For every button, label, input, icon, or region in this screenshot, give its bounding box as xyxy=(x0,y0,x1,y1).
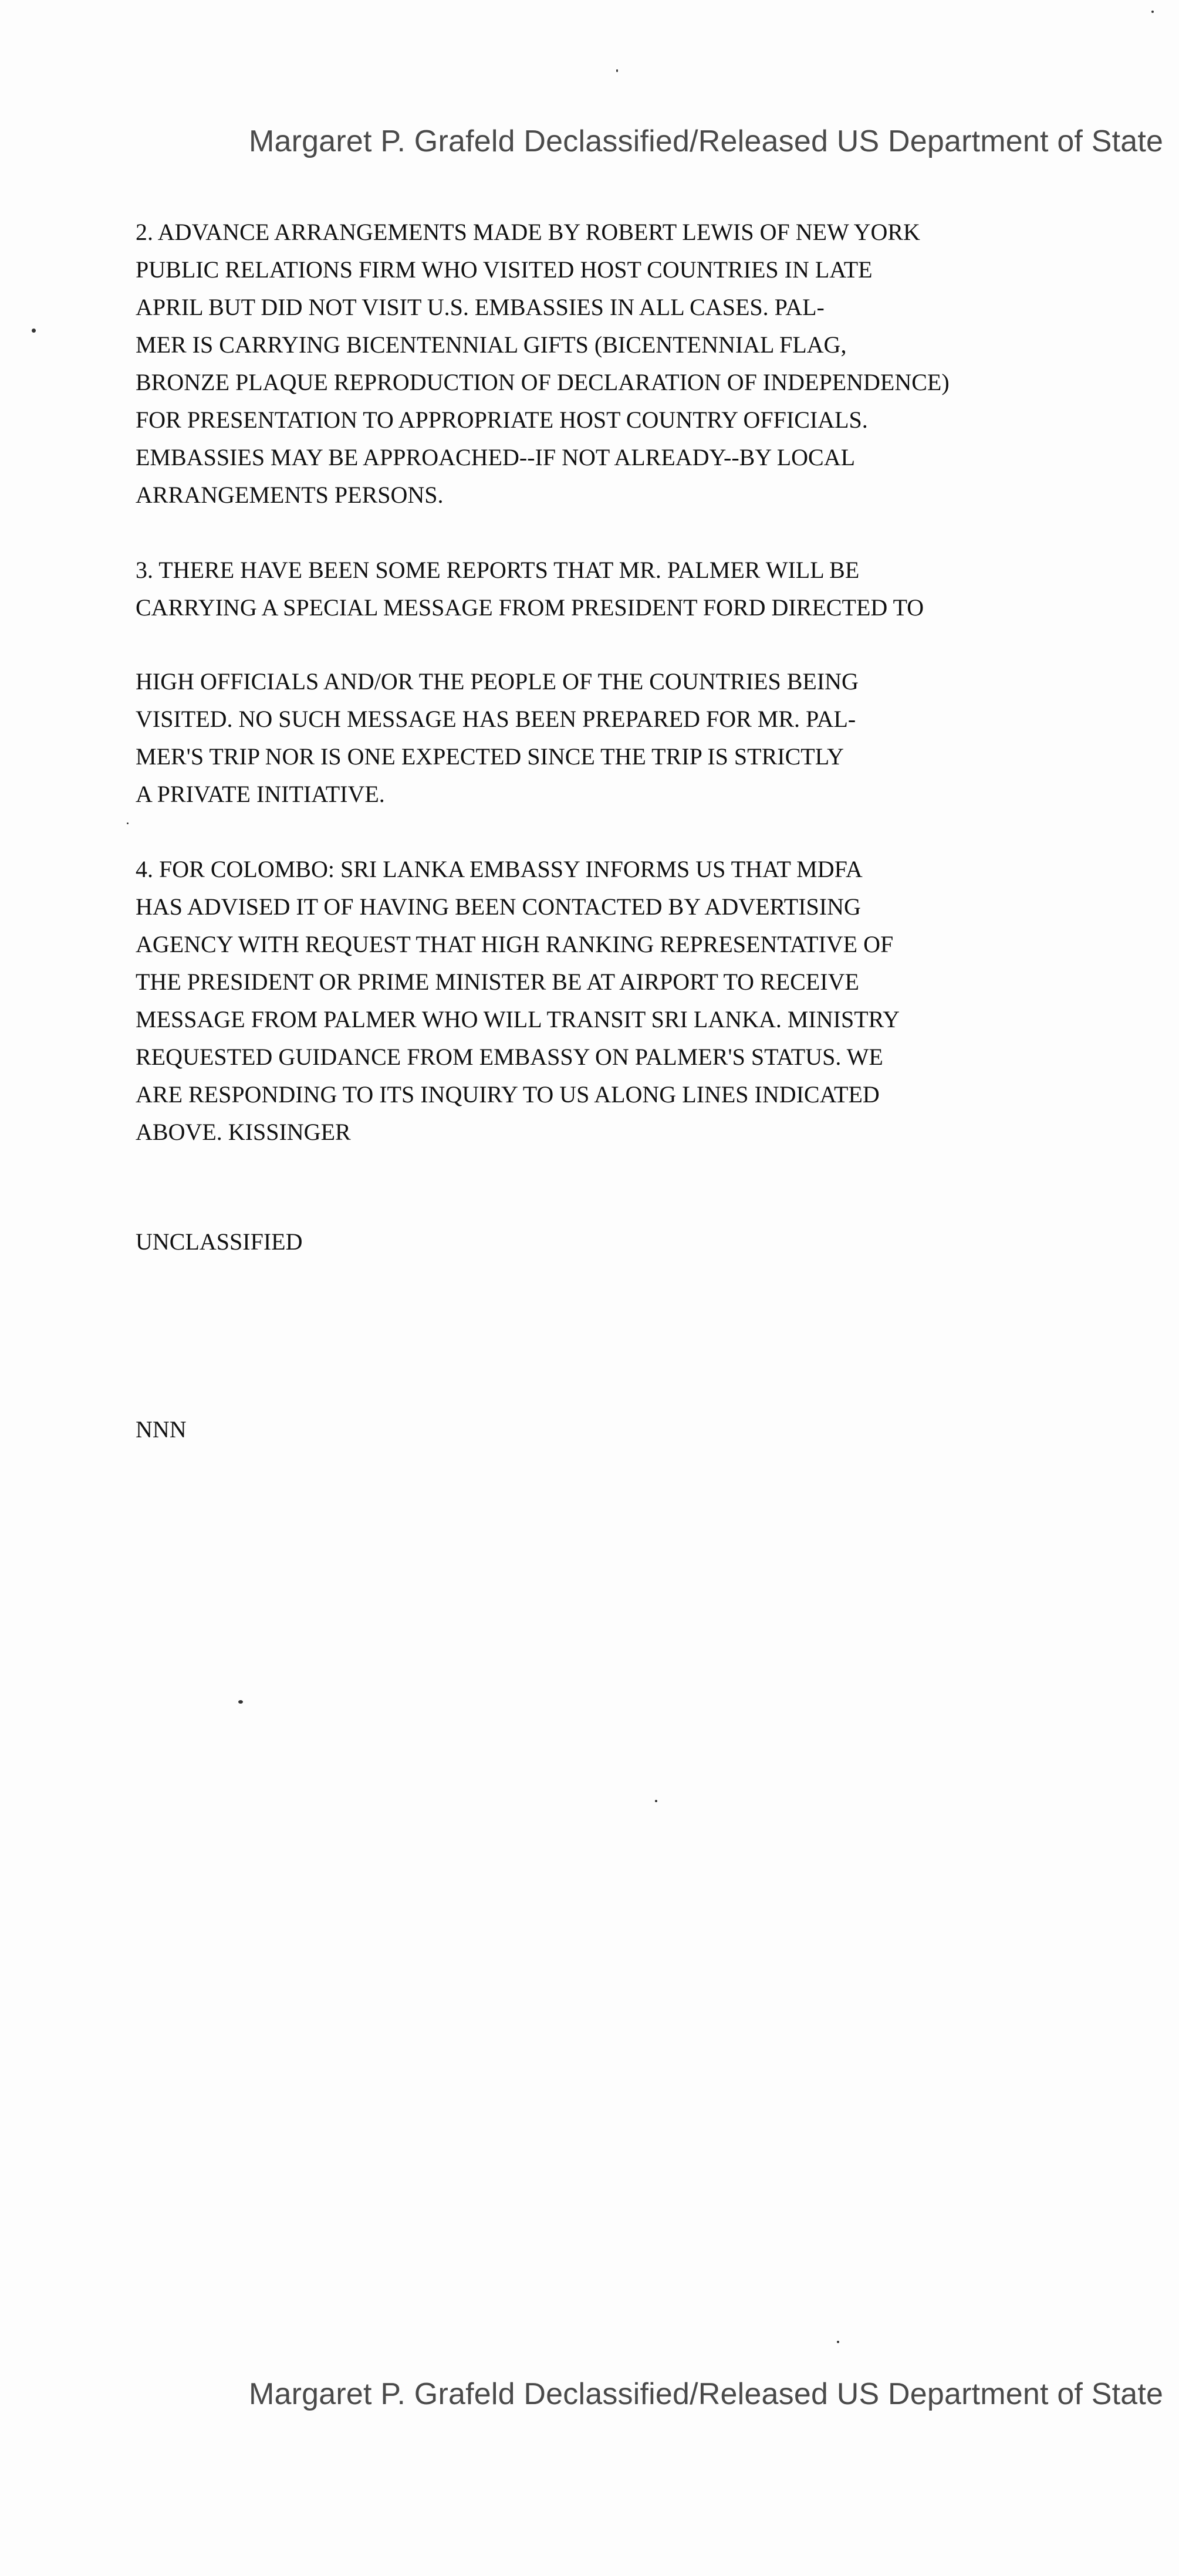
text-line: PUBLIC RELATIONS FIRM WHO VISITED HOST COUNTRIES IN LATE xyxy=(136,256,873,283)
text-line: EMBASSIES MAY BE APPROACHED--IF NOT ALREADY--BY LOCAL xyxy=(136,444,856,470)
end-of-message-marker: NNN xyxy=(136,1416,187,1443)
text-line: A PRIVATE INITIATIVE. xyxy=(136,781,385,807)
paragraph-4 xyxy=(136,851,900,1151)
scan-speck xyxy=(655,1800,657,1802)
text-line: AGENCY WITH REQUEST THAT HIGH RANKING REPRESENTATIVE OF xyxy=(136,931,894,957)
paragraph-3-start xyxy=(136,551,924,627)
declassification-stamp-bottom: Margaret P. Grafeld Declassified/Released US Department of State xyxy=(249,2377,1164,2411)
text-line: HAS ADVISED IT OF HAVING BEEN CONTACTED BY ADVERTISING xyxy=(136,893,861,920)
scan-speck xyxy=(616,69,618,72)
text-line: HIGH OFFICIALS AND/OR THE PEOPLE OF THE COUNTRIES BEING xyxy=(136,668,859,695)
text-line: REQUESTED GUIDANCE FROM EMBASSY ON PALMER'S STATUS. WE xyxy=(136,1044,883,1070)
text-line: VISITED. NO SUCH MESSAGE HAS BEEN PREPARED FOR MR. PAL- xyxy=(136,706,856,732)
text-line: ABOVE. KISSINGER xyxy=(136,1119,351,1145)
text-line: 3. THERE HAVE BEEN SOME REPORTS THAT MR. PALMER WILL BE xyxy=(136,557,860,583)
scan-speck xyxy=(238,1700,243,1704)
paragraph-2 xyxy=(136,214,950,514)
text-line: APRIL BUT DID NOT VISIT U.S. EMBASSIES IN ALL CASES. PAL- xyxy=(136,294,825,320)
text-line: ARE RESPONDING TO ITS INQUIRY TO US ALONG LINES INDICATED xyxy=(136,1081,880,1108)
text-line: FOR PRESENTATION TO APPROPRIATE HOST COUNTRY OFFICIALS. xyxy=(136,407,868,433)
text-line: MESSAGE FROM PALMER WHO WILL TRANSIT SRI LANKA. MINISTRY xyxy=(136,1006,900,1033)
text-line: ARRANGEMENTS PERSONS. xyxy=(136,482,444,508)
classification-marking: UNCLASSIFIED xyxy=(136,1228,303,1255)
scan-speck xyxy=(127,822,129,824)
scan-speck xyxy=(1151,11,1154,13)
text-line: 2. ADVANCE ARRANGEMENTS MADE BY ROBERT LEWIS OF NEW YORK xyxy=(136,219,920,245)
text-line: MER IS CARRYING BICENTENNIAL GIFTS (BICENTENNIAL FLAG, xyxy=(136,331,847,358)
paragraph-3-continuation xyxy=(136,663,859,813)
text-line: 4. FOR COLOMBO: SRI LANKA EMBASSY INFORMS US THAT MDFA xyxy=(136,856,863,882)
text-line: CARRYING A SPECIAL MESSAGE FROM PRESIDENT FORD DIRECTED TO xyxy=(136,594,924,621)
scan-speck xyxy=(32,329,36,333)
text-line: MER'S TRIP NOR IS ONE EXPECTED SINCE THE TRIP IS STRICTLY xyxy=(136,743,844,770)
text-line: BRONZE PLAQUE REPRODUCTION OF DECLARATION OF INDEPENDENCE) xyxy=(136,369,950,395)
text-line: THE PRESIDENT OR PRIME MINISTER BE AT AIRPORT TO RECEIVE xyxy=(136,969,859,995)
scan-speck xyxy=(837,2341,839,2343)
declassification-stamp-top: Margaret P. Grafeld Declassified/Released US Department of State xyxy=(249,124,1164,158)
